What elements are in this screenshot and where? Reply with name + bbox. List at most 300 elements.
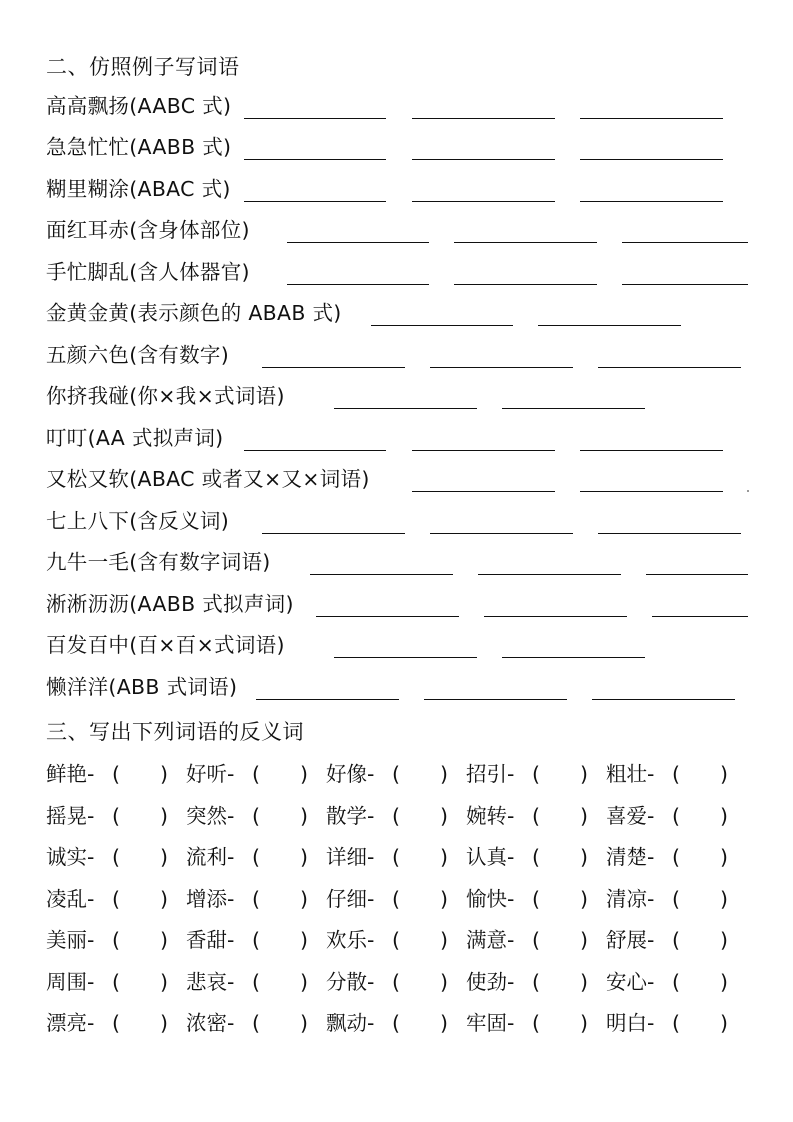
answer-blank[interactable] [412, 450, 555, 451]
antonym-answer-slot[interactable] [406, 805, 438, 827]
antonym-answer-slot[interactable] [686, 971, 718, 993]
fill-row-label: 又松又软(ABAC 或者又×又×词语) [46, 467, 370, 491]
antonym-item [46, 925, 186, 955]
answer-blank[interactable] [287, 242, 429, 243]
antonym-answer-slot[interactable] [126, 929, 158, 951]
stray-mark [747, 490, 749, 492]
answer-close-paren: ) [720, 845, 728, 869]
dash-separator: - [367, 928, 375, 952]
answer-blank[interactable] [310, 574, 453, 575]
answer-open-paren: ( [112, 928, 120, 952]
answer-open-paren: ( [672, 928, 680, 952]
antonym-item [46, 1008, 186, 1038]
dash-separator: - [647, 970, 655, 994]
answer-blank[interactable] [454, 242, 597, 243]
antonym-answer-slot[interactable] [406, 888, 438, 910]
antonym-answer-slot[interactable] [686, 846, 718, 868]
answer-blank[interactable] [598, 367, 741, 368]
fill-row [46, 217, 786, 247]
answer-blank[interactable] [580, 159, 723, 160]
antonym-word: 悲哀 [186, 970, 227, 994]
antonym-answer-slot[interactable] [406, 763, 438, 785]
answer-open-paren: ( [112, 887, 120, 911]
answer-blank[interactable] [412, 491, 555, 492]
dash-separator: - [87, 887, 95, 911]
answer-blank[interactable] [454, 284, 597, 285]
answer-close-paren: ) [300, 845, 308, 869]
answer-blank[interactable] [244, 159, 386, 160]
answer-open-paren: ( [672, 762, 680, 786]
answer-blank[interactable] [412, 201, 555, 202]
antonym-answer-slot[interactable] [546, 888, 578, 910]
dash-separator: - [227, 1011, 235, 1035]
antonym-word: 散学 [326, 804, 367, 828]
answer-close-paren: ) [720, 928, 728, 952]
answer-blank[interactable] [244, 118, 386, 119]
answer-open-paren: ( [392, 845, 400, 869]
antonym-item [46, 967, 186, 997]
answer-blank[interactable] [580, 450, 723, 451]
dash-separator: - [87, 762, 95, 786]
answer-blank[interactable] [538, 325, 681, 326]
dash-separator: - [87, 970, 95, 994]
antonym-word: 鲜艳 [46, 762, 87, 786]
antonym-word: 使劲 [466, 970, 507, 994]
answer-close-paren: ) [440, 1011, 448, 1035]
antonym-prompt [186, 967, 234, 997]
antonym-word: 浓密 [186, 1011, 227, 1035]
antonym-answer-slot[interactable] [266, 888, 298, 910]
answer-close-paren: ) [300, 804, 308, 828]
answer-blank[interactable] [502, 657, 645, 658]
fill-row-label: 面红耳赤(含身体部位) [46, 218, 250, 242]
answer-close-paren: ) [300, 887, 308, 911]
antonym-prompt [466, 801, 514, 831]
answer-blank[interactable] [424, 699, 567, 700]
answer-close-paren: ) [720, 887, 728, 911]
answer-close-paren: ) [580, 970, 588, 994]
antonym-answer-slot[interactable] [126, 888, 158, 910]
answer-close-paren: ) [720, 804, 728, 828]
antonym-word: 安心 [606, 970, 647, 994]
antonym-item [326, 884, 466, 914]
answer-open-paren: ( [252, 887, 260, 911]
antonym-item [606, 801, 746, 831]
fill-row-label: 懒洋洋(ABB 式词语) [46, 675, 238, 699]
antonym-word: 好听 [186, 762, 227, 786]
dash-separator: - [647, 762, 655, 786]
fill-row [46, 508, 786, 538]
antonym-word: 婉转 [466, 804, 507, 828]
antonym-word: 好像 [326, 762, 367, 786]
answer-blank[interactable] [580, 491, 723, 492]
dash-separator: - [87, 928, 95, 952]
antonym-row [46, 967, 786, 997]
answer-blank[interactable] [244, 450, 386, 451]
antonym-answer-slot[interactable] [266, 929, 298, 951]
antonym-word: 香甜 [186, 928, 227, 952]
fill-row [46, 674, 786, 704]
antonym-answer-slot[interactable] [546, 929, 578, 951]
antonym-item [186, 967, 326, 997]
antonym-answer-slot[interactable] [126, 763, 158, 785]
fill-row-label: 百发百中(百×百×式词语) [46, 633, 285, 657]
answer-blank[interactable] [502, 408, 645, 409]
section-2-title: 二、仿照例子写词语 [46, 55, 240, 79]
antonym-word: 摇晃 [46, 804, 87, 828]
antonym-word: 分散 [326, 970, 367, 994]
antonym-answer-slot[interactable] [546, 805, 578, 827]
antonym-prompt [606, 801, 654, 831]
answer-close-paren: ) [160, 928, 168, 952]
antonym-prompt [186, 884, 234, 914]
dash-separator: - [647, 928, 655, 952]
antonym-item [186, 1008, 326, 1038]
antonym-word: 粗壮 [606, 762, 647, 786]
answer-close-paren: ) [160, 1011, 168, 1035]
answer-blank[interactable] [430, 367, 573, 368]
antonym-item [606, 759, 746, 789]
answer-close-paren: ) [300, 970, 308, 994]
answer-blank[interactable] [646, 574, 748, 575]
antonym-answer-slot[interactable] [686, 763, 718, 785]
answer-close-paren: ) [580, 762, 588, 786]
antonym-answer-slot[interactable] [406, 971, 438, 993]
antonym-word: 凌乱 [46, 887, 87, 911]
answer-blank[interactable] [262, 533, 405, 534]
antonym-word: 牢固 [466, 1011, 507, 1035]
antonym-row [46, 884, 786, 914]
dash-separator: - [367, 845, 375, 869]
antonym-answer-slot[interactable] [266, 846, 298, 868]
antonym-answer-slot[interactable] [126, 1012, 158, 1034]
antonym-item [606, 967, 746, 997]
answer-open-paren: ( [252, 762, 260, 786]
antonym-row [46, 842, 786, 872]
fill-row-label: 手忙脚乱(含人体器官) [46, 260, 250, 284]
answer-blank[interactable] [592, 699, 735, 700]
antonym-answer-slot[interactable] [126, 971, 158, 993]
dash-separator: - [227, 928, 235, 952]
answer-open-paren: ( [672, 804, 680, 828]
dash-separator: - [647, 1011, 655, 1035]
answer-close-paren: ) [580, 1011, 588, 1035]
antonym-item [326, 842, 466, 872]
fill-row-label: 五颜六色(含有数字) [46, 343, 229, 367]
answer-open-paren: ( [252, 970, 260, 994]
antonym-prompt [46, 925, 94, 955]
antonym-item [466, 884, 606, 914]
antonym-word: 诚实 [46, 845, 87, 869]
antonym-prompt [606, 842, 654, 872]
antonym-item [186, 801, 326, 831]
antonym-prompt [186, 801, 234, 831]
answer-close-paren: ) [300, 1011, 308, 1035]
answer-blank[interactable] [287, 284, 429, 285]
dash-separator: - [87, 1011, 95, 1035]
answer-close-paren: ) [580, 845, 588, 869]
answer-blank[interactable] [334, 657, 477, 658]
answer-open-paren: ( [112, 970, 120, 994]
antonym-answer-slot[interactable] [406, 846, 438, 868]
fill-row-label: 七上八下(含反义词) [46, 509, 229, 533]
antonym-word: 飘动 [326, 1011, 367, 1035]
antonym-word: 漂亮 [46, 1011, 87, 1035]
antonym-word: 招引 [466, 762, 507, 786]
antonym-answer-slot[interactable] [686, 929, 718, 951]
answer-open-paren: ( [672, 1011, 680, 1035]
fill-row [46, 134, 786, 164]
section-3-title: 三、写出下列词语的反义词 [46, 720, 304, 744]
answer-blank[interactable] [412, 118, 555, 119]
antonym-prompt [466, 842, 514, 872]
antonym-answer-slot[interactable] [546, 971, 578, 993]
dash-separator: - [367, 970, 375, 994]
antonym-prompt [186, 842, 234, 872]
answer-close-paren: ) [440, 804, 448, 828]
answer-blank[interactable] [334, 408, 477, 409]
antonym-prompt [606, 884, 654, 914]
antonym-answer-slot[interactable] [266, 763, 298, 785]
antonym-item [466, 925, 606, 955]
antonym-row [46, 925, 786, 955]
answer-blank[interactable] [622, 284, 748, 285]
fill-row [46, 549, 786, 579]
antonym-item [186, 842, 326, 872]
dash-separator: - [87, 845, 95, 869]
antonym-word: 舒展 [606, 928, 647, 952]
fill-row-label: 淅淅沥沥(AABB 式拟声词) [46, 592, 294, 616]
antonym-item [466, 842, 606, 872]
answer-close-paren: ) [440, 970, 448, 994]
antonym-prompt [326, 884, 374, 914]
answer-close-paren: ) [440, 845, 448, 869]
antonym-prompt [466, 759, 514, 789]
answer-close-paren: ) [580, 887, 588, 911]
answer-open-paren: ( [392, 928, 400, 952]
answer-close-paren: ) [720, 762, 728, 786]
answer-blank[interactable] [262, 367, 405, 368]
answer-open-paren: ( [672, 887, 680, 911]
antonym-word: 详细 [326, 845, 367, 869]
dash-separator: - [507, 1011, 515, 1035]
antonym-word: 满意 [466, 928, 507, 952]
dash-separator: - [507, 970, 515, 994]
antonym-prompt [186, 1008, 234, 1038]
answer-blank[interactable] [478, 574, 621, 575]
antonym-prompt [466, 925, 514, 955]
dash-separator: - [227, 970, 235, 994]
dash-separator: - [647, 845, 655, 869]
antonym-item [326, 801, 466, 831]
antonym-item [466, 1008, 606, 1038]
answer-close-paren: ) [440, 928, 448, 952]
antonym-word: 愉快 [466, 887, 507, 911]
antonym-item [606, 842, 746, 872]
antonym-prompt [326, 925, 374, 955]
dash-separator: - [507, 804, 515, 828]
antonym-answer-slot[interactable] [406, 929, 438, 951]
answer-blank[interactable] [580, 118, 723, 119]
antonym-prompt [186, 925, 234, 955]
fill-row [46, 259, 786, 289]
fill-row [46, 93, 786, 123]
fill-row-label: 叮叮(AA 式拟声词) [46, 426, 224, 450]
antonym-item [466, 801, 606, 831]
antonym-word: 周围 [46, 970, 87, 994]
answer-close-paren: ) [720, 970, 728, 994]
answer-close-paren: ) [580, 804, 588, 828]
fill-row-label: 高高飘扬(AABC 式) [46, 94, 232, 118]
antonym-answer-slot[interactable] [266, 971, 298, 993]
antonym-item [46, 801, 186, 831]
antonym-prompt [606, 759, 654, 789]
fill-row-label: 九牛一毛(含有数字词语) [46, 550, 271, 574]
dash-separator: - [227, 845, 235, 869]
answer-blank[interactable] [371, 325, 513, 326]
dash-separator: - [87, 804, 95, 828]
answer-blank[interactable] [484, 616, 627, 617]
antonym-prompt [606, 967, 654, 997]
answer-blank[interactable] [652, 616, 748, 617]
fill-row-label: 糊里糊涂(ABAC 式) [46, 177, 231, 201]
antonym-prompt [326, 759, 374, 789]
antonym-word: 增添 [186, 887, 227, 911]
answer-close-paren: ) [160, 887, 168, 911]
antonym-answer-slot[interactable] [686, 888, 718, 910]
antonym-item [46, 842, 186, 872]
antonym-item [186, 759, 326, 789]
answer-open-paren: ( [532, 762, 540, 786]
antonym-answer-slot[interactable] [686, 1012, 718, 1034]
dash-separator: - [227, 887, 235, 911]
antonym-answer-slot[interactable] [546, 846, 578, 868]
answer-open-paren: ( [112, 1011, 120, 1035]
antonym-item [466, 967, 606, 997]
antonym-answer-slot[interactable] [266, 1012, 298, 1034]
dash-separator: - [367, 804, 375, 828]
antonym-answer-slot[interactable] [126, 846, 158, 868]
answer-blank[interactable] [316, 616, 459, 617]
antonym-word: 美丽 [46, 928, 87, 952]
antonym-item [326, 1008, 466, 1038]
antonym-answer-slot[interactable] [546, 1012, 578, 1034]
antonym-word: 流利 [186, 845, 227, 869]
answer-blank[interactable] [256, 699, 399, 700]
antonym-item [326, 759, 466, 789]
answer-close-paren: ) [300, 928, 308, 952]
answer-open-paren: ( [532, 845, 540, 869]
dash-separator: - [507, 928, 515, 952]
antonym-item [46, 759, 186, 789]
answer-close-paren: ) [440, 887, 448, 911]
answer-close-paren: ) [440, 762, 448, 786]
fill-row [46, 383, 786, 413]
answer-blank[interactable] [580, 201, 723, 202]
antonym-item [46, 884, 186, 914]
antonym-answer-slot[interactable] [126, 805, 158, 827]
answer-blank[interactable] [244, 201, 386, 202]
answer-open-paren: ( [392, 970, 400, 994]
answer-blank[interactable] [622, 242, 748, 243]
answer-blank[interactable] [598, 533, 741, 534]
answer-close-paren: ) [580, 928, 588, 952]
antonym-word: 突然 [186, 804, 227, 828]
dash-separator: - [367, 1011, 375, 1035]
antonym-prompt [606, 925, 654, 955]
antonym-answer-slot[interactable] [266, 805, 298, 827]
answer-open-paren: ( [532, 1011, 540, 1035]
answer-open-paren: ( [252, 804, 260, 828]
dash-separator: - [367, 762, 375, 786]
answer-blank[interactable] [430, 533, 573, 534]
antonym-prompt [46, 842, 94, 872]
dash-separator: - [227, 804, 235, 828]
antonym-item [606, 925, 746, 955]
antonym-word: 喜爱 [606, 804, 647, 828]
fill-row-label: 你挤我碰(你×我×式词语) [46, 384, 285, 408]
antonym-answer-slot[interactable] [546, 763, 578, 785]
antonym-item [606, 884, 746, 914]
answer-close-paren: ) [720, 1011, 728, 1035]
antonym-word: 明白 [606, 1011, 647, 1035]
fill-row-label: 金黄金黄(表示颜色的 ABAB 式) [46, 301, 342, 325]
fill-row [46, 300, 786, 330]
dash-separator: - [647, 804, 655, 828]
answer-close-paren: ) [300, 762, 308, 786]
dash-separator: - [507, 845, 515, 869]
antonym-item [466, 759, 606, 789]
antonym-prompt [46, 759, 94, 789]
answer-open-paren: ( [392, 762, 400, 786]
answer-open-paren: ( [252, 928, 260, 952]
antonym-word: 仔细 [326, 887, 367, 911]
antonym-answer-slot[interactable] [406, 1012, 438, 1034]
answer-open-paren: ( [532, 887, 540, 911]
antonym-prompt [606, 1008, 654, 1038]
antonym-prompt [186, 759, 234, 789]
antonym-prompt [326, 801, 374, 831]
answer-open-paren: ( [112, 804, 120, 828]
answer-open-paren: ( [252, 1011, 260, 1035]
antonym-prompt [466, 967, 514, 997]
dash-separator: - [647, 887, 655, 911]
antonym-prompt [46, 884, 94, 914]
antonym-prompt [326, 842, 374, 872]
answer-open-paren: ( [392, 1011, 400, 1035]
antonym-item [326, 967, 466, 997]
antonym-row [46, 801, 786, 831]
answer-close-paren: ) [160, 804, 168, 828]
antonym-answer-slot[interactable] [686, 805, 718, 827]
antonym-prompt [46, 1008, 94, 1038]
answer-blank[interactable] [412, 159, 555, 160]
antonym-prompt [326, 1008, 374, 1038]
answer-open-paren: ( [112, 762, 120, 786]
answer-open-paren: ( [532, 970, 540, 994]
fill-row [46, 466, 786, 496]
fill-row [46, 425, 786, 455]
antonym-prompt [466, 1008, 514, 1038]
dash-separator: - [227, 762, 235, 786]
antonym-item [186, 884, 326, 914]
answer-close-paren: ) [160, 970, 168, 994]
antonym-row [46, 1008, 786, 1038]
answer-open-paren: ( [532, 928, 540, 952]
answer-close-paren: ) [160, 762, 168, 786]
antonym-prompt [46, 801, 94, 831]
dash-separator: - [367, 887, 375, 911]
